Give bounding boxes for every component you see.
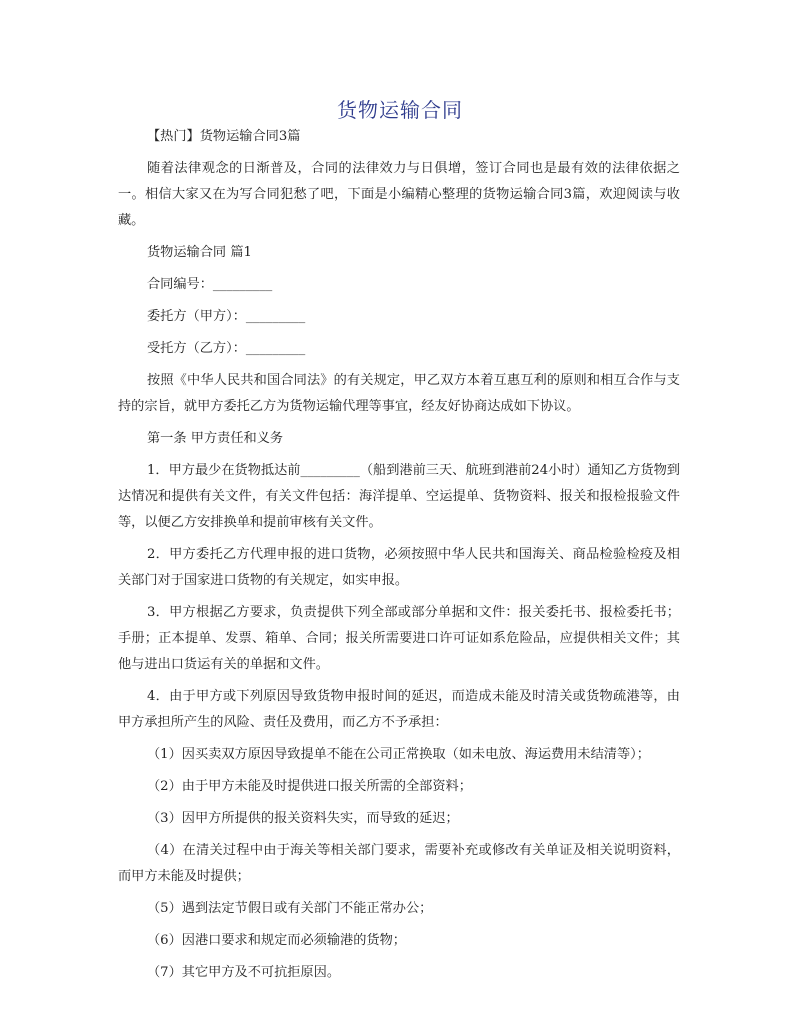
- paragraph-party-b: 受托方（乙方）：_________: [147, 341, 306, 356]
- paragraph-contract-number: 合同编号：_________: [147, 277, 273, 292]
- paragraph-clause-3: 3．甲方根据乙方要求，负责提供下列全部或部分单据和文件：报关委托书、报检委托书；手册；正本提单、发票、箱单、合同；报关所需要进口许可证如系危险品，应提供相关文件；其他与进出口货运有关的单据和文件。: [118, 605, 680, 672]
- paragraph-intro: 随着法律观念的日渐普及，合同的法律效力与日俱增，签订合同也是最有效的法律依据之一。相信大家又在为写合同犯愁了吧，下面是小编精心整理的货物运输合同3篇，欢迎阅读与收藏。: [118, 161, 680, 228]
- paragraph-article-1: 第一条 甲方责任和义务: [147, 431, 284, 446]
- list-item-6: （6）因港口要求和规定而必须输港的货物；: [147, 933, 406, 948]
- list-item-7: （7）其它甲方及不可抗拒原因。: [147, 965, 341, 980]
- paragraph-preamble: 按照《中华人民共和国合同法》的有关规定，甲乙双方本着互惠互利的原则和相互合作与支持的宗旨，就甲方委托乙方为货物运输代理等事宜，经友好协商达成如下协议。: [118, 373, 680, 414]
- list-item-1: （1）因买卖双方原因导致提单不能在公司正常换取（如未电放、海运费用未结清等）；: [147, 747, 650, 762]
- paragraph-party-a: 委托方（甲方）：_________: [147, 309, 306, 324]
- paragraph-clause-4: 4．由于甲方或下列原因导致货物申报时间的延迟，而造成未能及时清关或货物疏港等，由甲方承担所产生的风险、责任及费用，而乙方不予承担：: [118, 689, 680, 730]
- paragraph-clause-2: 2．甲方委托乙方代理申报的进口货物，必须按照中华人民共和国海关、商品检验检疫及相关部门对于国家进口货物的有关规定，如实申报。: [118, 547, 680, 588]
- document-body: [118, 124, 680, 986]
- list-item-2: （2）由于甲方未能及时提供进口报关所需的全部资料；: [147, 779, 472, 794]
- list-item-4: （4）在清关过程中由于海关等相关部门要求，需要补充或修改有关单证及相关说明资料，而甲方未能及时提供；: [118, 843, 680, 884]
- paragraph-section-heading: 货物运输合同 篇1: [147, 245, 252, 260]
- paragraph-hot-tag: 【热门】货物运输合同3篇: [147, 129, 301, 144]
- list-item-3: （3）因甲方所提供的报关资料失实，而导致的延迟；: [147, 811, 459, 826]
- list-item-5: （5）遇到法定节假日或有关部门不能正常办公；: [147, 901, 433, 916]
- paragraph-clause-1: 1．甲方最少在货物抵达前_________（船到港前三天、航班到港前24小时）通知乙方货物到达情况和提供有关文件，有关文件包括：海洋提单、空运提单、货物资料、报关和报检报验文件等，以便乙方安排换单和提前审核有关文件。: [118, 463, 680, 530]
- document-title: 货物运输合同: [337, 98, 463, 122]
